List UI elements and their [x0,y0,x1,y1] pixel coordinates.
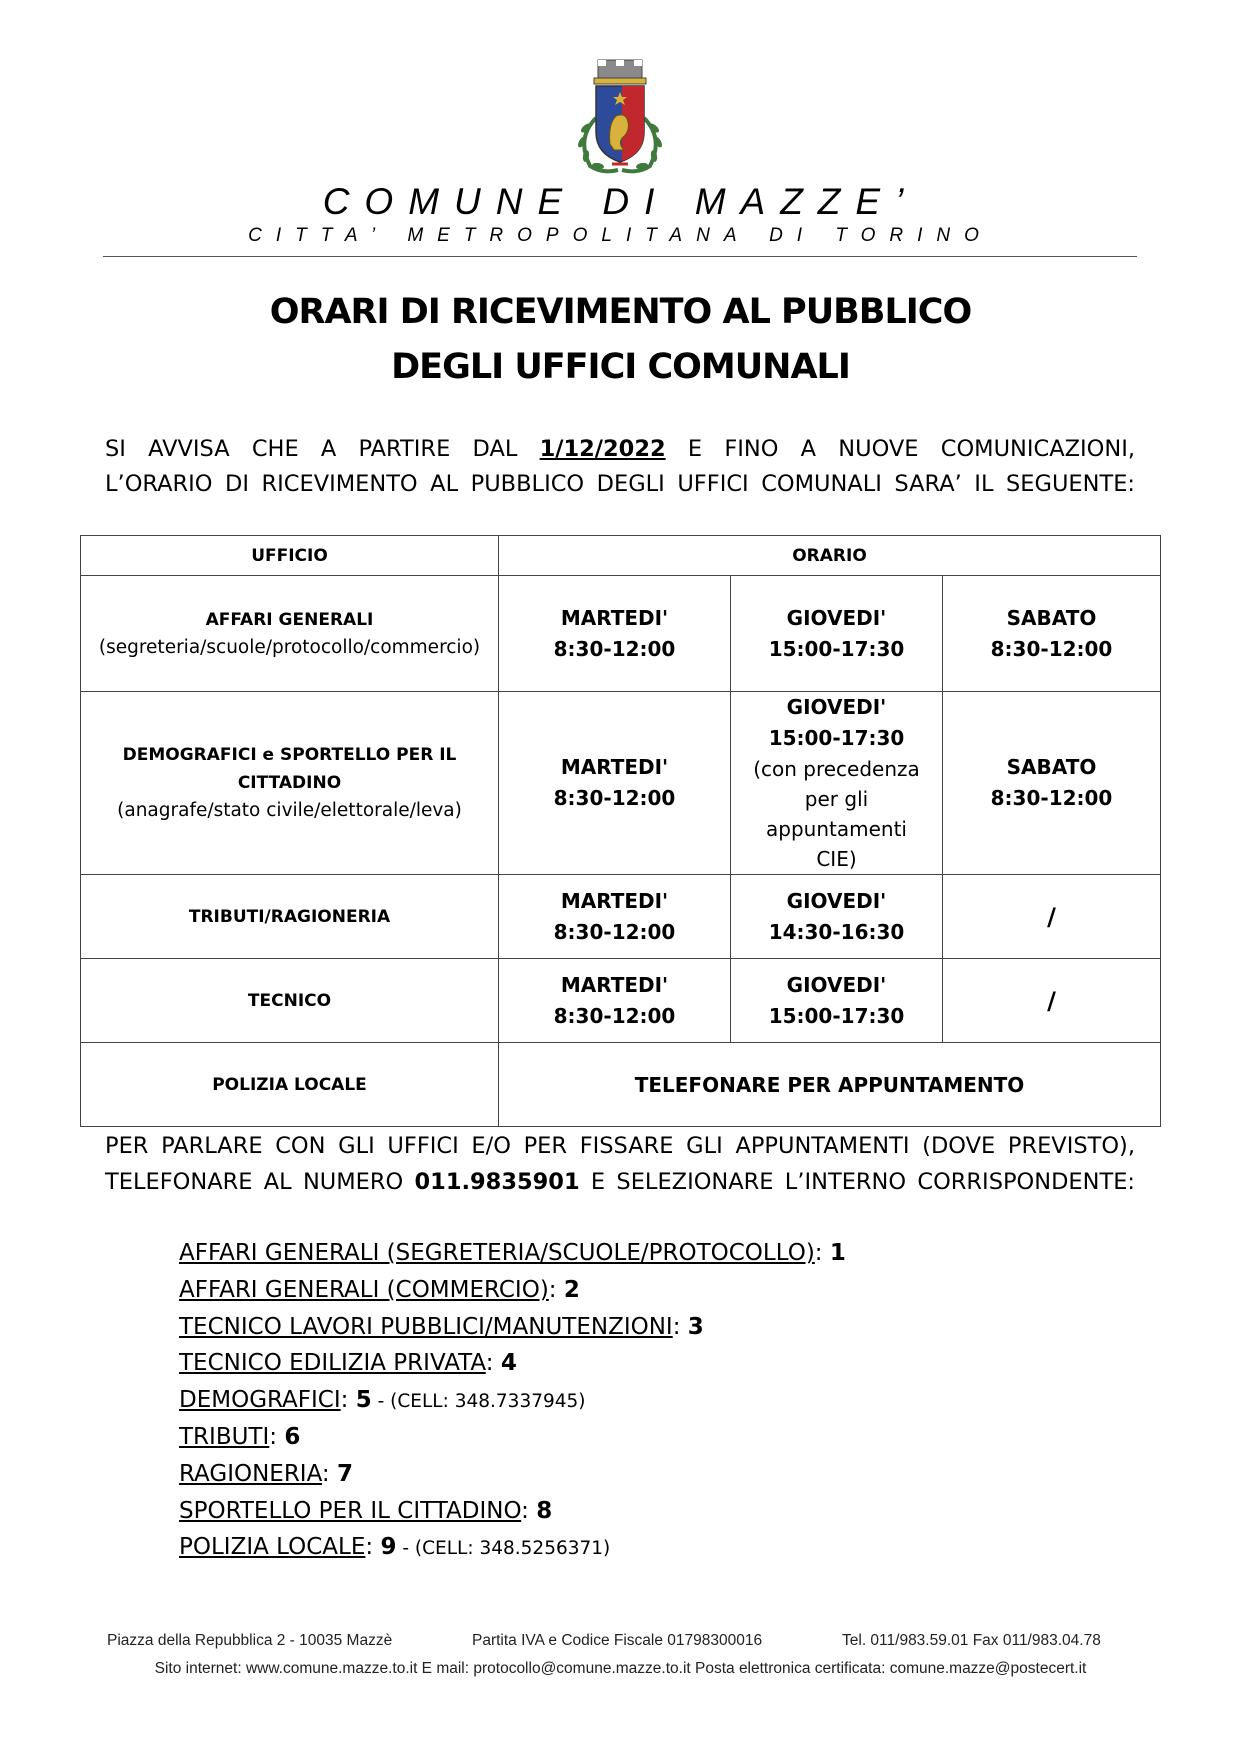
office-cell [81,692,499,875]
table-row [81,959,1161,1043]
hours-cell [499,1043,1161,1127]
main-phone-number: 011.9835901 [414,1169,580,1195]
header-ufficio: UFFICIO [81,536,499,576]
office-name: TECNICO [247,990,332,1011]
hours-cell [499,875,731,959]
footer-vat: Partita IVA e Codice Fiscale 01798300016 [472,1632,763,1649]
time-range: 15:00-17:30 [768,636,905,661]
office-description: (anagrafe/stato civile/elettorale/leva) [117,800,462,821]
contact-paragraph [105,1128,1135,1200]
hours-note: (con precedenza per gli appuntamenti CIE) [753,757,920,871]
office-name: AFFARI GENERALI [205,609,374,630]
time-range: 8:30-12:00 [553,919,676,944]
hours-cell [943,692,1161,875]
time-range: 8:30-12:00 [553,636,676,661]
extension-office: DEMOGRAFICI [179,1387,341,1414]
municipality-name: COMUNE DI MAZZE’ [322,181,919,222]
list-item [179,1420,846,1457]
table-row [81,875,1161,959]
extension-office: AFFARI GENERALI (SEGRETERIA/SCUOLE/PROTOCOLLO) [179,1240,815,1266]
office-hours-table [80,535,1161,1127]
day-label: MARTEDI' [560,755,669,779]
list-item [179,1236,846,1273]
header-divider [103,256,1137,257]
extension-office: TECNICO LAVORI PUBBLICI/MANUTENZIONI [179,1313,673,1340]
contact-line2 [105,1164,1135,1200]
extension-number: 3 [687,1313,704,1340]
hours-cell [943,959,1161,1043]
time-range: 14:30-16:30 [768,919,905,944]
footer-line2: Sito internet: www.comune.mazze.to.it E mail: protocollo@comune.mazze.to.it Posta elettronica certificata: comune.mazze@postecert.it [154,1660,1087,1677]
hours-cell [731,692,943,875]
time-range: 15:00-17:30 [768,726,905,750]
office-name: TRIBUTI/RAGIONERIA [188,906,391,927]
time-range: 8:30-12:00 [990,786,1113,810]
table-row [81,1043,1161,1127]
separator: : [521,1497,537,1524]
coat-of-arms-icon [556,58,684,178]
time-range: 8:30-12:00 [553,1003,676,1028]
table-row [81,692,1161,875]
extension-office: RAGIONERIA [179,1460,322,1487]
page-title-line2: DEGLI UFFICI COMUNALI [391,347,850,387]
footer-address: Piazza della Repubblica 2 - 10035 Mazzè [107,1632,393,1649]
day-label: MARTEDI' [560,972,669,997]
day-label: MARTEDI' [560,888,669,913]
start-date: 1/12/2022 [539,436,666,462]
extension-number: 7 [336,1460,353,1487]
list-item [179,1457,846,1494]
extension-office: POLIZIA LOCALE [179,1534,366,1561]
extension-cell: - (CELL: 348.5256371) [396,1538,611,1560]
office-name: POLIZIA LOCALE [212,1074,367,1095]
office-cell [81,576,499,692]
no-hours-mark: / [1047,902,1056,931]
table-header-row [81,536,1161,576]
hours-cell [499,692,731,875]
separator: : [814,1240,830,1266]
separator: : [269,1423,285,1450]
hours-cell [499,959,731,1043]
time-range: 15:00-17:30 [768,1003,905,1028]
day-label: SABATO [1006,755,1097,779]
table-row [81,576,1161,692]
separator: : [321,1460,337,1487]
extension-number: 5 [355,1387,372,1414]
extension-number: 1 [829,1240,846,1266]
extension-number: 8 [536,1497,553,1524]
separator: : [548,1276,564,1303]
list-item [179,1383,846,1420]
hours-cell [731,875,943,959]
header-orario: ORARIO [499,536,1161,576]
list-item [179,1494,846,1531]
office-cell [81,959,499,1043]
intro-line1 [105,432,1135,467]
footer-phone-fax: Tel. 011/983.59.01 Fax 011/983.04.78 [842,1632,1101,1649]
time-range: 8:30-12:00 [990,636,1113,661]
list-item [179,1530,846,1567]
intro-text-before: SI AVVISA CHE A PARTIRE DAL [105,436,540,462]
extension-office: AFFARI GENERALI (COMMERCIO) [179,1276,549,1303]
extension-office: SPORTELLO PER IL CITTADINO [179,1497,522,1524]
office-description: (segreteria/scuole/protocollo/commercio) [98,636,481,658]
office-name: DEMOGRAFICI e SPORTELLO PER IL CITTADINO [122,745,457,793]
extension-number: 4 [500,1350,517,1377]
extension-office: TRIBUTI [179,1423,270,1450]
separator: : [485,1350,501,1377]
extension-number: 9 [380,1534,397,1561]
list-item [179,1273,846,1310]
extension-cell: - (CELL: 348.7337945) [371,1391,586,1413]
contact-text-before: TELEFONARE AL NUMERO [105,1169,415,1195]
extension-office: TECNICO EDILIZIA PRIVATA [179,1350,486,1377]
office-cell [81,875,499,959]
intro-paragraph [105,432,1135,502]
contact-text-after: E SELEZIONARE L’INTERNO CORRISPONDENTE: [579,1169,1136,1195]
metropolitan-city: CITTA’ METROPOLITANA DI TORINO [248,225,993,246]
intro-line2: L’ORARIO DI RICEVIMENTO AL PUBBLICO DEGLI UFFICI COMUNALI SARA’ IL SEGUENTE: [105,471,1135,497]
extension-number: 2 [563,1276,580,1303]
hours-cell [731,959,943,1043]
hours-cell [943,875,1161,959]
list-item [179,1346,846,1383]
day-label: GIOVEDI' [786,972,887,997]
office-cell [81,1043,499,1127]
day-label: GIOVEDI' [786,888,887,913]
time-range: 8:30-12:00 [553,786,676,810]
day-label: MARTEDI' [560,605,669,630]
day-label: GIOVEDI' [786,695,887,719]
list-item [179,1310,846,1347]
intro-text-after: E FINO A NUOVE COMUNICAZIONI, [665,436,1135,462]
hours-cell [731,576,943,692]
separator: : [672,1313,688,1340]
extension-list [179,1236,846,1567]
hours-cell [943,576,1161,692]
no-hours-mark: / [1047,986,1056,1015]
appointment-note: TELEFONARE PER APPUNTAMENTO [634,1072,1025,1097]
separator: : [365,1534,381,1561]
hours-cell [499,576,731,692]
contact-line1: PER PARLARE CON GLI UFFICI E/O PER FISSARE GLI APPUNTAMENTI (DOVE PREVISTO), [105,1133,1135,1159]
separator: : [340,1387,356,1414]
page-title-line1: ORARI DI RICEVIMENTO AL PUBBLICO [269,292,972,332]
day-label: SABATO [1006,605,1097,630]
day-label: GIOVEDI' [786,605,887,630]
extension-number: 6 [284,1423,301,1450]
